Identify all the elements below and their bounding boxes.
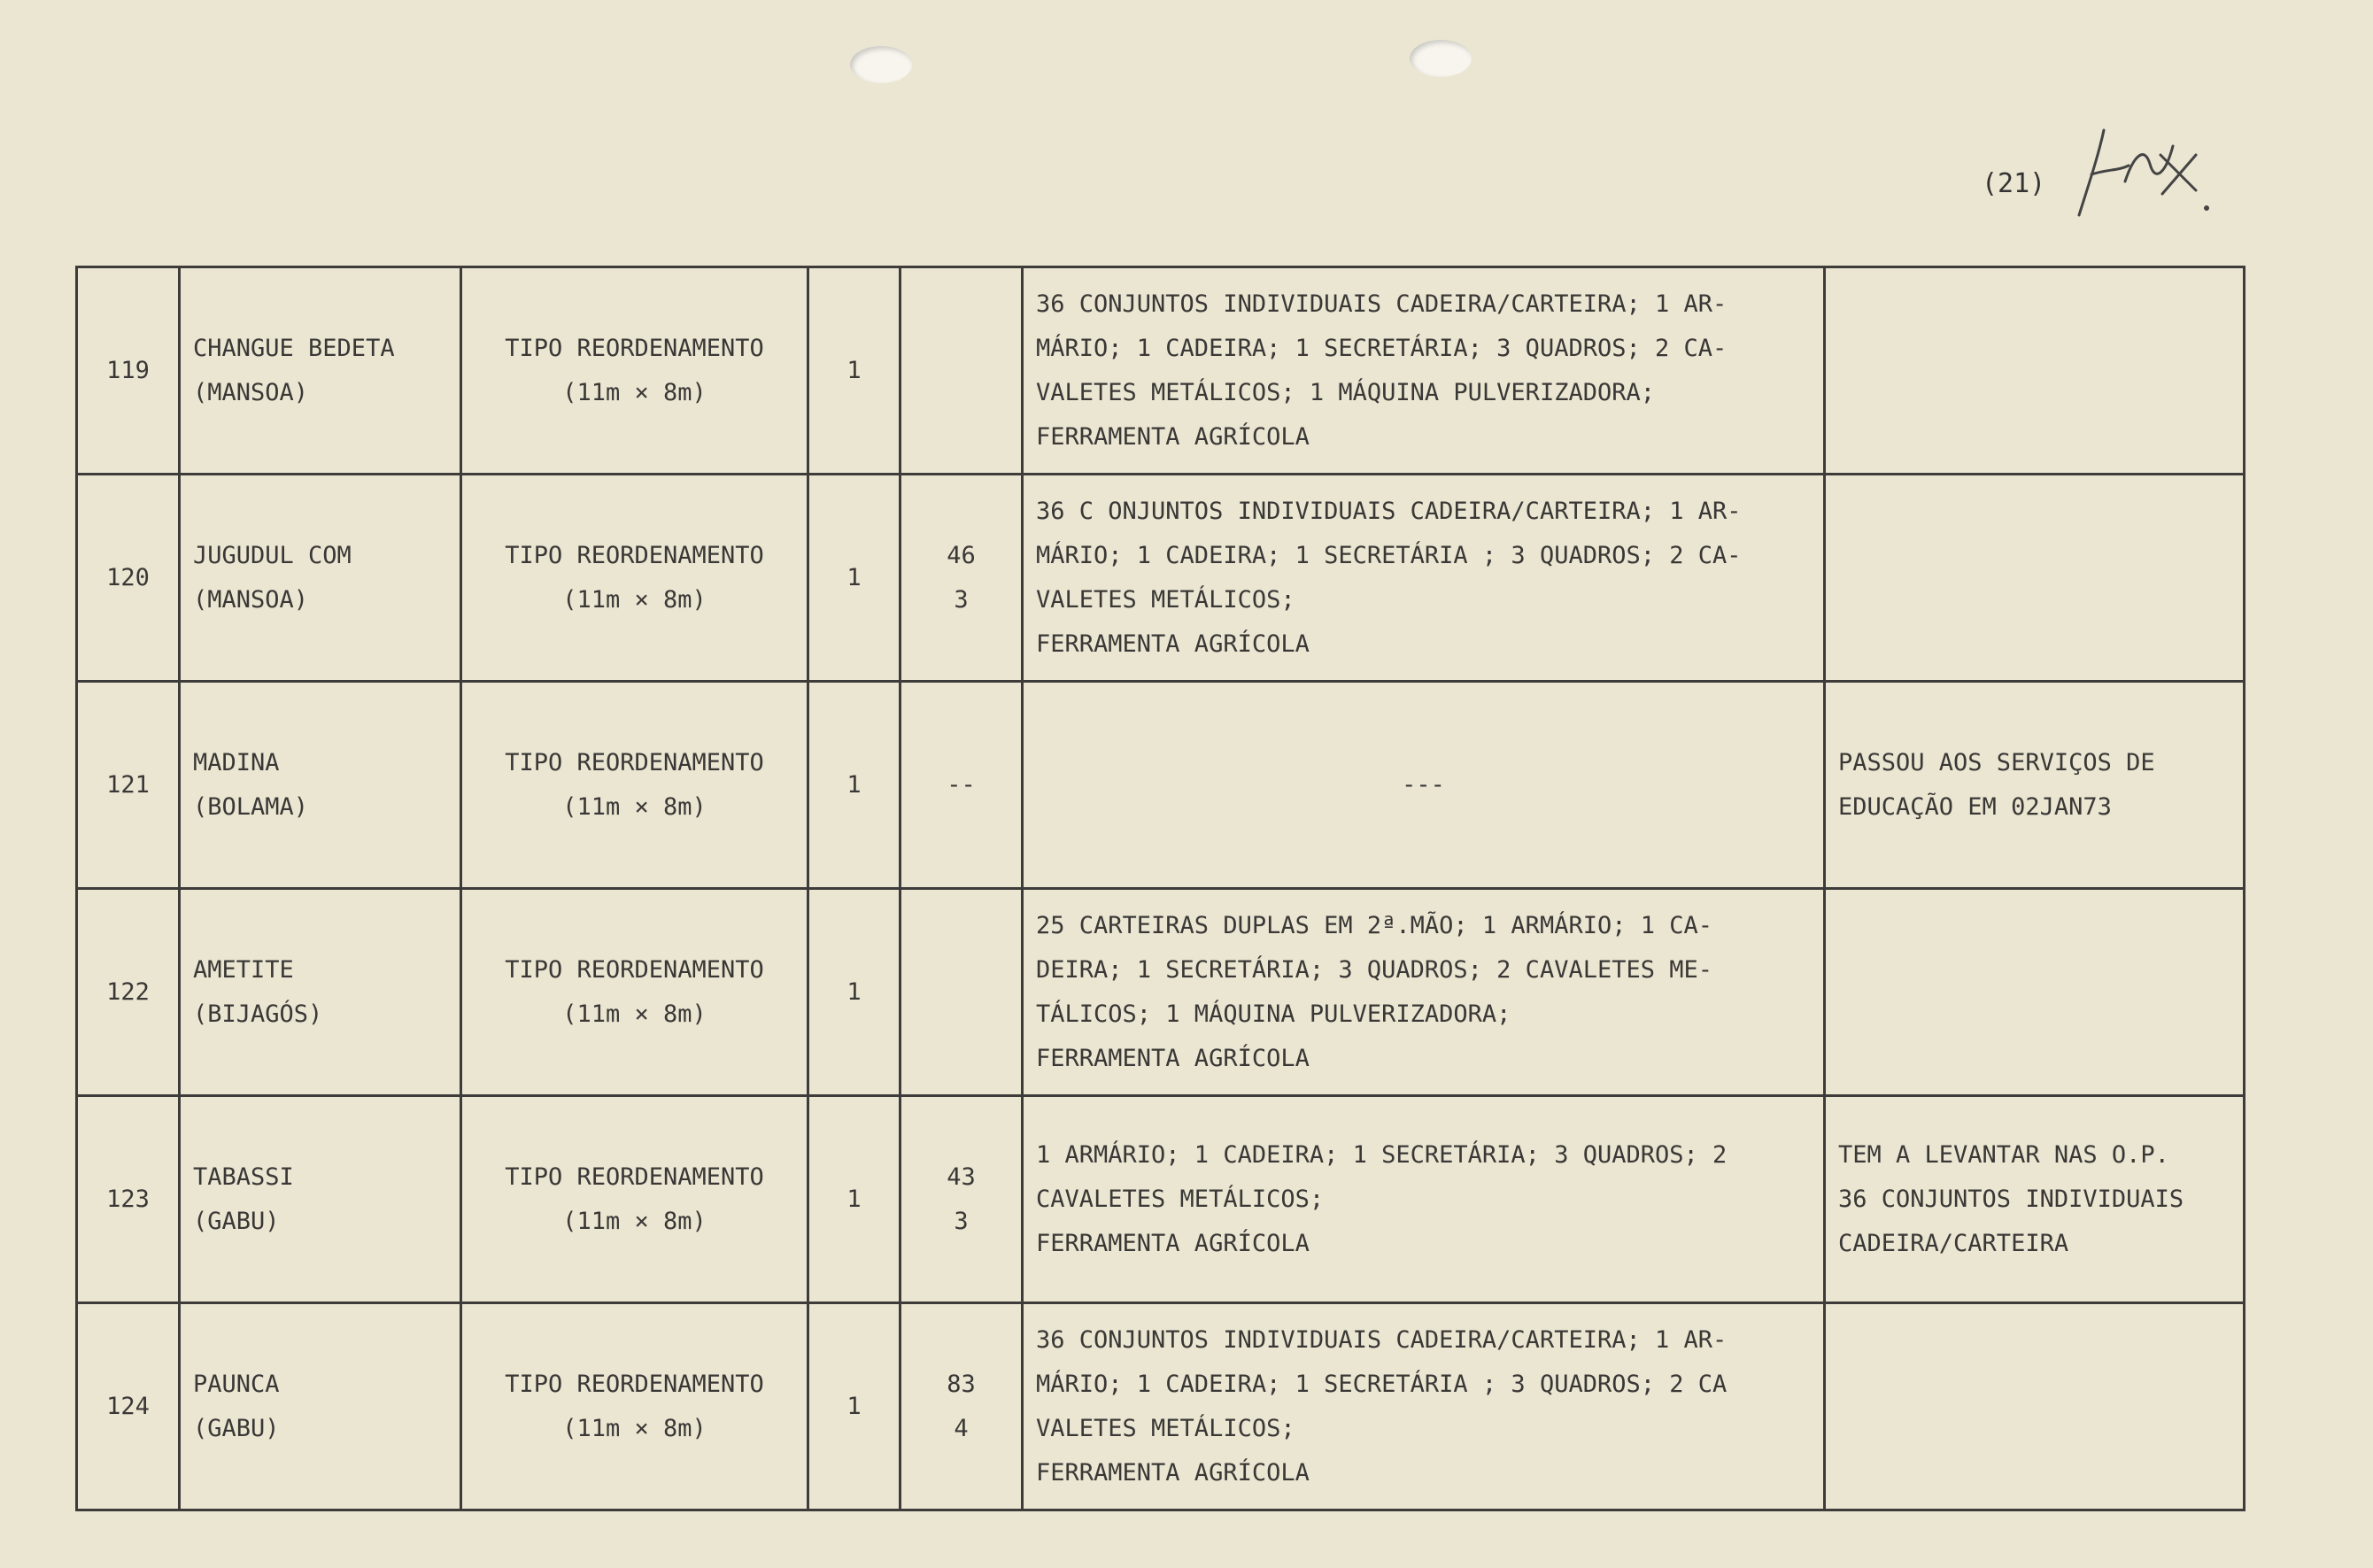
location-line: TABASSI — [193, 1162, 294, 1191]
school-number-cell — [77, 475, 180, 682]
building-type-line: (11m × 8m) — [562, 378, 707, 406]
building-type-cell — [461, 1303, 808, 1510]
equipment-line: MÁRIO; 1 CADEIRA; 1 SECRETÁRIA ; 3 QUADROS; 2 CA — [1036, 1370, 1728, 1398]
page-number: (21) — [1982, 168, 2046, 199]
location-line: (GABU) — [193, 1207, 280, 1235]
punch-hole-right — [1410, 40, 1472, 77]
notes-line: 36 CONJUNTOS INDIVIDUAIS — [1838, 1185, 2184, 1213]
notes-line: CADEIRA/CARTEIRA — [1838, 1229, 2069, 1257]
students-cell — [901, 267, 1023, 475]
classroom-count: 1 — [846, 977, 862, 1006]
equipment-cell — [1023, 1303, 1825, 1510]
punch-hole-left — [850, 46, 912, 83]
table-row — [77, 1303, 2245, 1510]
equipment-line: --- — [1402, 770, 1445, 799]
school-inventory-table — [75, 266, 2245, 1511]
location-line: (BOLAMA) — [193, 792, 309, 821]
location-line: (BIJAGÓS) — [193, 1000, 323, 1028]
location-line: AMETITE — [193, 955, 294, 984]
equipment-line: FERRAMENTA AGRÍCOLA — [1036, 1229, 1310, 1257]
building-type-line: TIPO REORDENAMENTO — [505, 955, 764, 984]
school-location-cell — [180, 267, 461, 475]
notes-cell — [1825, 1096, 2245, 1303]
table-row — [77, 267, 2245, 475]
classroom-count-cell — [808, 682, 901, 889]
school-number-cell — [77, 682, 180, 889]
equipment-cell — [1023, 1096, 1825, 1303]
location-line: (GABU) — [193, 1414, 280, 1442]
school-number: 121 — [106, 770, 150, 799]
building-type-line: (11m × 8m) — [562, 585, 707, 614]
notes-cell — [1825, 475, 2245, 682]
equipment-cell — [1023, 889, 1825, 1096]
building-type-line: TIPO REORDENAMENTO — [505, 541, 764, 569]
students-value: 46 — [947, 541, 976, 569]
school-location-cell — [180, 1096, 461, 1303]
building-type-line: (11m × 8m) — [562, 792, 707, 821]
notes-line: PASSOU AOS SERVIÇOS DE — [1838, 748, 2155, 776]
students-cell — [901, 1303, 1023, 1510]
notes-cell — [1825, 682, 2245, 889]
equipment-line: VALETES METÁLICOS; 1 MÁQUINA PULVERIZADORA; — [1036, 378, 1655, 406]
equipment-line: DEIRA; 1 SECRETÁRIA; 3 QUADROS; 2 CAVALETES ME- — [1036, 955, 1713, 984]
equipment-line: TÁLICOS; 1 MÁQUINA PULVERIZADORA; — [1036, 1000, 1511, 1028]
school-number: 122 — [106, 977, 150, 1006]
equipment-line: 25 CARTEIRAS DUPLAS EM 2ª.MÃO; 1 ARMÁRIO; 1 CA- — [1036, 911, 1713, 939]
location-line: JUGUDUL COM — [193, 541, 352, 569]
table-row — [77, 475, 2245, 682]
students-value: -- — [947, 770, 976, 799]
equipment-line: MÁRIO; 1 CADEIRA; 1 SECRETÁRIA ; 3 QUADROS; 2 CA- — [1036, 541, 1742, 569]
building-type-line: TIPO REORDENAMENTO — [505, 1370, 764, 1398]
location-line: CHANGUE BEDETA — [193, 334, 395, 362]
classroom-count-cell — [808, 889, 901, 1096]
notes-cell — [1825, 267, 2245, 475]
equipment-line: FERRAMENTA AGRÍCOLA — [1036, 1458, 1310, 1487]
equipment-line: MÁRIO; 1 CADEIRA; 1 SECRETÁRIA; 3 QUADROS; 2 CA- — [1036, 334, 1728, 362]
school-number: 124 — [106, 1392, 150, 1420]
classroom-count: 1 — [846, 356, 862, 384]
classroom-count: 1 — [846, 770, 862, 799]
students-cell — [901, 889, 1023, 1096]
classroom-count-cell — [808, 475, 901, 682]
students-value: 43 — [947, 1162, 976, 1191]
school-location-cell — [180, 475, 461, 682]
building-type-line: (11m × 8m) — [562, 1207, 707, 1235]
students-cell — [901, 1096, 1023, 1303]
equipment-line: FERRAMENTA AGRÍCOLA — [1036, 422, 1310, 451]
classroom-count: 1 — [846, 1185, 862, 1213]
location-line: MADINA — [193, 748, 280, 776]
school-number-cell — [77, 1303, 180, 1510]
students-value: 4 — [954, 1414, 969, 1442]
equipment-cell — [1023, 682, 1825, 889]
equipment-line: VALETES METÁLICOS; — [1036, 585, 1295, 614]
equipment-line: 36 CONJUNTOS INDIVIDUAIS CADEIRA/CARTEIRA; 1 AR- — [1036, 1325, 1728, 1354]
school-location-cell — [180, 889, 461, 1096]
building-type-line: TIPO REORDENAMENTO — [505, 334, 764, 362]
building-type-cell — [461, 682, 808, 889]
students-value: 83 — [947, 1370, 976, 1398]
building-type-cell — [461, 889, 808, 1096]
school-number-cell — [77, 1096, 180, 1303]
location-line: (MANSOA) — [193, 585, 309, 614]
equipment-line: 36 CONJUNTOS INDIVIDUAIS CADEIRA/CARTEIRA; 1 AR- — [1036, 290, 1728, 318]
classroom-count: 1 — [846, 563, 862, 591]
school-number-cell — [77, 267, 180, 475]
school-number: 119 — [106, 356, 150, 384]
classroom-count-cell — [808, 1096, 901, 1303]
notes-cell — [1825, 889, 2245, 1096]
school-number-cell — [77, 889, 180, 1096]
equipment-cell — [1023, 475, 1825, 682]
notes-line: TEM A LEVANTAR NAS O.P. — [1838, 1140, 2169, 1169]
table-row — [77, 889, 2245, 1096]
table-row — [77, 1096, 2245, 1303]
table-row — [77, 682, 2245, 889]
school-location-cell — [180, 1303, 461, 1510]
location-line: (MANSOA) — [193, 378, 309, 406]
school-location-cell — [180, 682, 461, 889]
school-number: 123 — [106, 1185, 150, 1213]
equipment-line: FERRAMENTA AGRÍCOLA — [1036, 630, 1310, 658]
students-cell — [901, 682, 1023, 889]
building-type-line: (11m × 8m) — [562, 1000, 707, 1028]
notes-line: EDUCAÇÃO EM 02JAN73 — [1838, 792, 2112, 821]
equipment-line: FERRAMENTA AGRÍCOLA — [1036, 1044, 1310, 1072]
building-type-line: (11m × 8m) — [562, 1414, 707, 1442]
building-type-line: TIPO REORDENAMENTO — [505, 1162, 764, 1191]
building-type-line: TIPO REORDENAMENTO — [505, 748, 764, 776]
classroom-count-cell — [808, 267, 901, 475]
school-number: 120 — [106, 563, 150, 591]
building-type-cell — [461, 475, 808, 682]
students-value: 3 — [954, 1207, 969, 1235]
notes-cell — [1825, 1303, 2245, 1510]
building-type-cell — [461, 267, 808, 475]
students-cell — [901, 475, 1023, 682]
equipment-line: VALETES METÁLICOS; — [1036, 1414, 1295, 1442]
classroom-count-cell — [808, 1303, 901, 1510]
equipment-cell — [1023, 267, 1825, 475]
students-value: 3 — [954, 585, 969, 614]
handwritten-initials-signature — [2063, 120, 2214, 226]
equipment-line: 1 ARMÁRIO; 1 CADEIRA; 1 SECRETÁRIA; 3 QUADROS; 2 — [1036, 1140, 1728, 1169]
equipment-line: 36 C ONJUNTOS INDIVIDUAIS CADEIRA/CARTEIRA; 1 AR- — [1036, 497, 1742, 525]
classroom-count: 1 — [846, 1392, 862, 1420]
building-type-cell — [461, 1096, 808, 1303]
location-line: PAUNCA — [193, 1370, 280, 1398]
equipment-line: CAVALETES METÁLICOS; — [1036, 1185, 1325, 1213]
